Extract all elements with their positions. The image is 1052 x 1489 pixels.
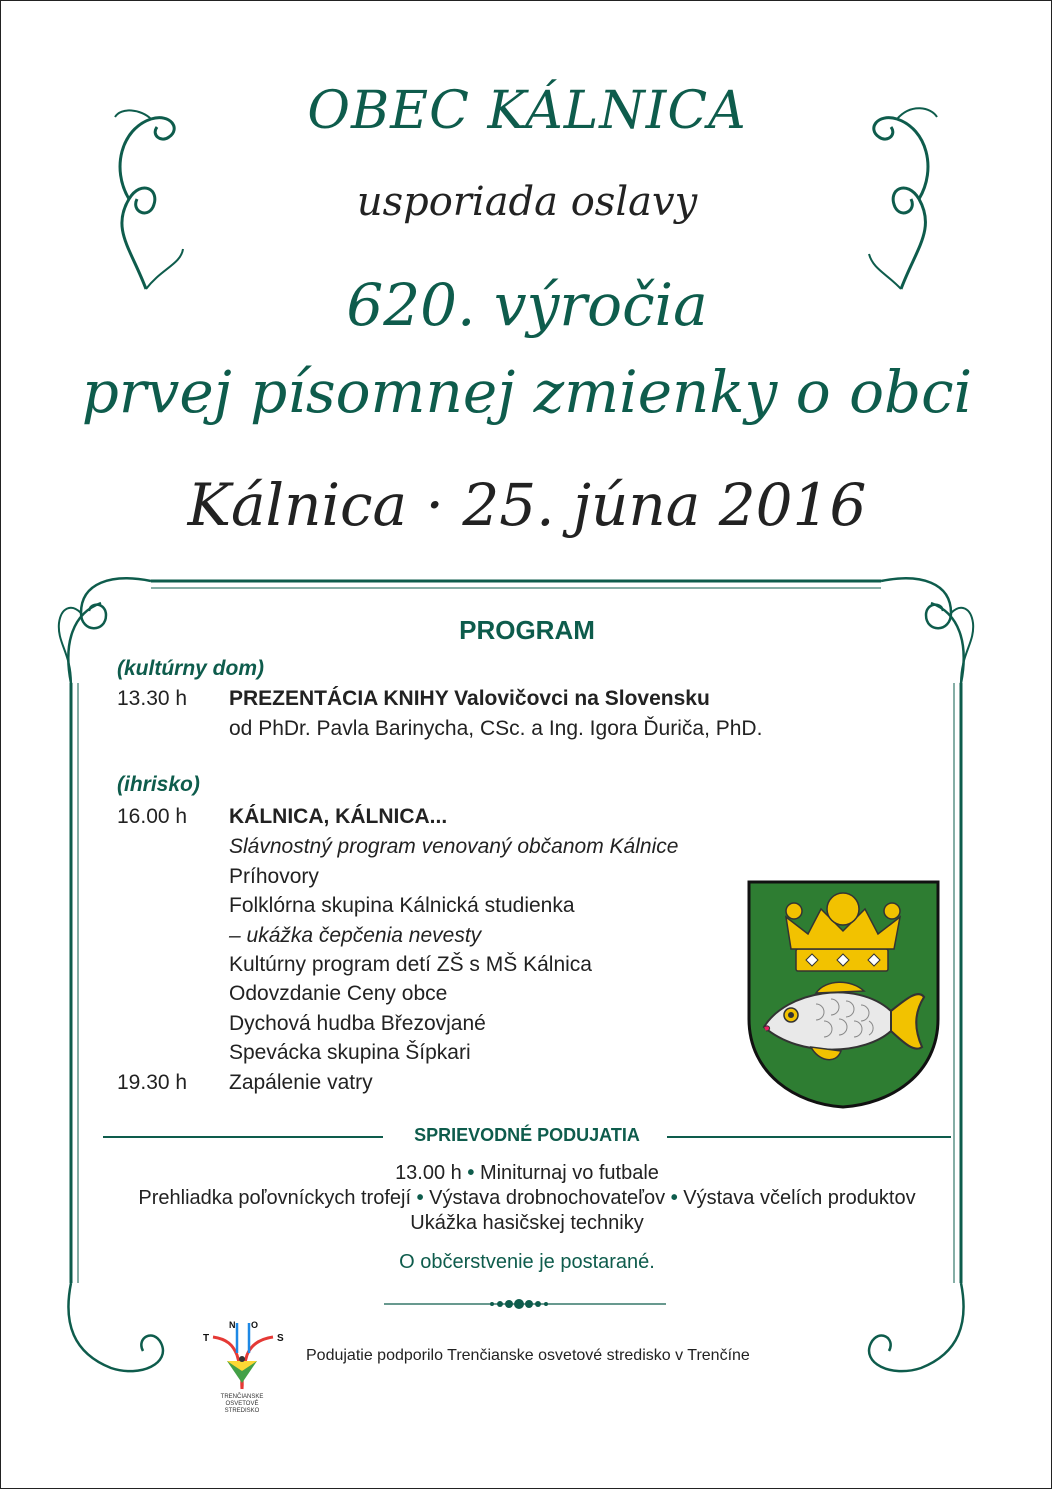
logo-letter: O bbox=[251, 1320, 259, 1330]
program-heading: PROGRAM bbox=[459, 615, 595, 645]
logo-caption-line: STREDISKO bbox=[224, 1408, 260, 1414]
refreshment-note: O občerstvenie je postarané. bbox=[399, 1251, 655, 1273]
item3-time: 19.30 h bbox=[117, 1071, 188, 1094]
bullet: • bbox=[670, 1187, 678, 1209]
item1-title: PREZENTÁCIA KNIHY Valovičovci na Slovensku bbox=[229, 687, 710, 710]
bullet: • bbox=[416, 1187, 424, 1209]
item2-title: KÁLNICA, KÁLNICA... bbox=[229, 805, 448, 828]
logo-caption bbox=[197, 1394, 287, 1415]
item2-line: Spevácka skupina Šípkari bbox=[229, 1041, 471, 1064]
subtitle: usporiada oslavy bbox=[356, 179, 698, 225]
support-text: Podujatie podporilo Trenčianske osvetové stredisko v Trenčíne bbox=[306, 1347, 750, 1364]
venue-culture-house: (kultúrny dom) bbox=[117, 657, 264, 680]
side-events-line-2 bbox=[1, 1187, 1052, 1210]
side-event: Miniturnaj vo futbale bbox=[479, 1162, 659, 1184]
title: OBEC KÁLNICA bbox=[307, 81, 747, 141]
venue-playground: (ihrisko) bbox=[117, 773, 200, 796]
item2-line: Folklórna skupina Kálnická studienka bbox=[229, 894, 575, 917]
tos-logo bbox=[197, 1319, 287, 1414]
side-events-heading: SPRIEVODNÉ PODUJATIA bbox=[414, 1125, 640, 1145]
item2-line: Príhovory bbox=[229, 865, 319, 888]
anniversary-line-2: prvej písomnej zmienky o obci bbox=[81, 358, 973, 426]
logo-caption-line: TRENČIANSKE bbox=[220, 1394, 264, 1400]
side-event: Výstava drobnochovateľov bbox=[429, 1187, 666, 1209]
side-event: Prehliadka poľovníckych trofejí bbox=[138, 1187, 412, 1209]
place-date: Kálnica · 25. júna 2016 bbox=[187, 471, 867, 539]
side-event: Výstava včelích produktov bbox=[683, 1187, 916, 1209]
side-event-time: 13.00 h bbox=[395, 1162, 462, 1184]
item2-line: Dychová hudba Březovjané bbox=[229, 1012, 486, 1035]
bullet: • bbox=[467, 1162, 475, 1184]
logo-letter: N bbox=[229, 1320, 236, 1330]
tos-logo-icon bbox=[197, 1319, 287, 1391]
side-events-line-1 bbox=[1, 1162, 1052, 1185]
item3-title: Zapálenie vatry bbox=[229, 1071, 373, 1094]
logo-letter: S bbox=[277, 1333, 284, 1344]
item2-line: Slávnostný program venovaný občanom Kálnice bbox=[229, 835, 679, 858]
item2-line: – ukážka čepčenia nevesty bbox=[229, 924, 482, 947]
item2-time: 16.00 h bbox=[117, 805, 188, 828]
item2-line: Kultúrny program detí ZŠ s MŠ Kálnica bbox=[229, 953, 592, 976]
side-events-line-3: Ukážka hasičskej techniky bbox=[410, 1212, 644, 1234]
item1-authors: od PhDr. Pavla Barinycha, CSc. a Ing. Igora Ďuriča, PhD. bbox=[229, 717, 763, 740]
item2-line: Odovzdanie Ceny obce bbox=[229, 982, 448, 1005]
decorative-divider bbox=[384, 1296, 666, 1312]
logo-caption-line: OSVETOVÉ bbox=[225, 1401, 259, 1407]
item1-time: 13.30 h bbox=[117, 687, 188, 710]
anniversary-line-1: 620. výročia bbox=[346, 271, 708, 339]
logo-letter: T bbox=[203, 1333, 210, 1344]
coat-of-arms-icon bbox=[746, 879, 941, 1109]
